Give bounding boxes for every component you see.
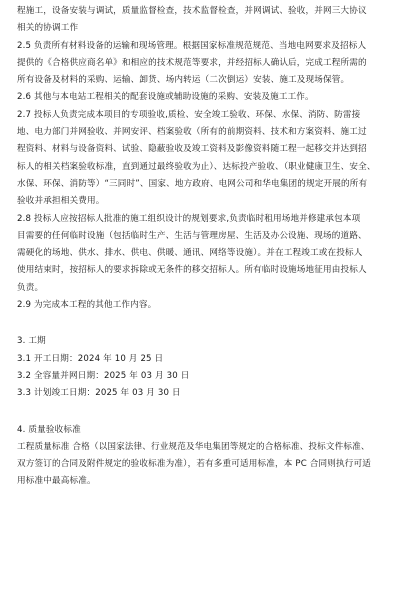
text-line: 工程质量标准 合格（以国家法律、行业规范及华电集团等规定的合格标准、投标文件标准、 [17, 441, 370, 452]
text-line: 双方签订的合同及附件规定的验收标准为准），若有多重可适用标准，本 PC 合同则执行可适 [17, 459, 371, 470]
schedule-item: 3.1 开工日期：2024 年 10 月 25 日 [17, 353, 164, 364]
text-line: 程资料、材料与设备资料、试验、隐蔽验收及竣工资料及影像资料随工程一起移交并达到招 [17, 144, 367, 155]
text-line: 水保、环保、消防等）“三同时”、国家、地方政府、电网公司和华电集团的规定开展的所有 [17, 178, 368, 189]
text-line: 2.7 投标人负责完成本项目的专项验收,质检、安全竣工验收、环保、水保、消防、防雷接 [17, 109, 361, 120]
text-line: 所有设备及材料的采购、运输、卸货、场内转运（二次倒运）安装、施工及现场保管。 [17, 75, 350, 86]
text-line: 提供的《合格供应商名单》和相应的技术规范等要求，并经招标人确认后，完成工程所需的 [17, 57, 367, 68]
text-line: 相关的协调工作 [17, 23, 79, 34]
text-line: 地、电力部门并网验收、并网安评、档案验收（所有的前期资料、技术和方案资料、施工过 [17, 127, 367, 138]
text-line: 验收并承担相关费用。 [17, 196, 105, 207]
text-line: 目需要的任何临时设施（包括临时生产、生活与管理房屋、生活及办公设施、现场的道路、 [17, 230, 367, 241]
spacer [17, 314, 403, 333]
text-line: 2.5 负责所有材料设备的运输和现场管理。根据国家标准规范规范、当地电网要求及招标人 [17, 40, 367, 51]
text-line: 使用结束时，按招标人的要求拆除或无条件的移交招标人。所有临时设施场地征用由投标人 [17, 265, 367, 276]
text-line: 需硬化的场地、供水、排水、供电、供暖、通讯、网络等设施）。并在工程竣工或在投标人 [17, 248, 363, 259]
section-heading: 4. 质量验收标准 [17, 424, 81, 435]
spacer [17, 403, 403, 422]
text-line: 2.8 投标人应按招标人批准的施工组织设计的规划要求,负责临时租用场地并修建承包本项 [17, 213, 361, 224]
text-line: 2.9 为完成本工程的其他工作内容。 [17, 300, 157, 311]
schedule-item: 3.3 计划竣工日期：2025 年 03 月 30 日 [17, 388, 181, 399]
text-line: 负责。 [17, 282, 44, 293]
text-line: 2.6 其他与本电站工程相关的配套设施或辅助设施的采购、安装及施工工作。 [17, 92, 314, 103]
text-line: 程施工，设备安装与调试，质量监督检查，技术监督检查，并网调试、验收，并网三大协议 [17, 6, 367, 16]
schedule-item: 3.2 全容量并网日期：2025 年 03 月 30 日 [17, 370, 190, 381]
text-line: 标人的相关档案验收标准，直到通过最终验收为止）、达标投产验收、（职业健康卫生、安全、 [17, 161, 376, 172]
text-line: 用标准中最高标准。 [17, 476, 96, 487]
section-heading: 3. 工期 [17, 336, 46, 347]
